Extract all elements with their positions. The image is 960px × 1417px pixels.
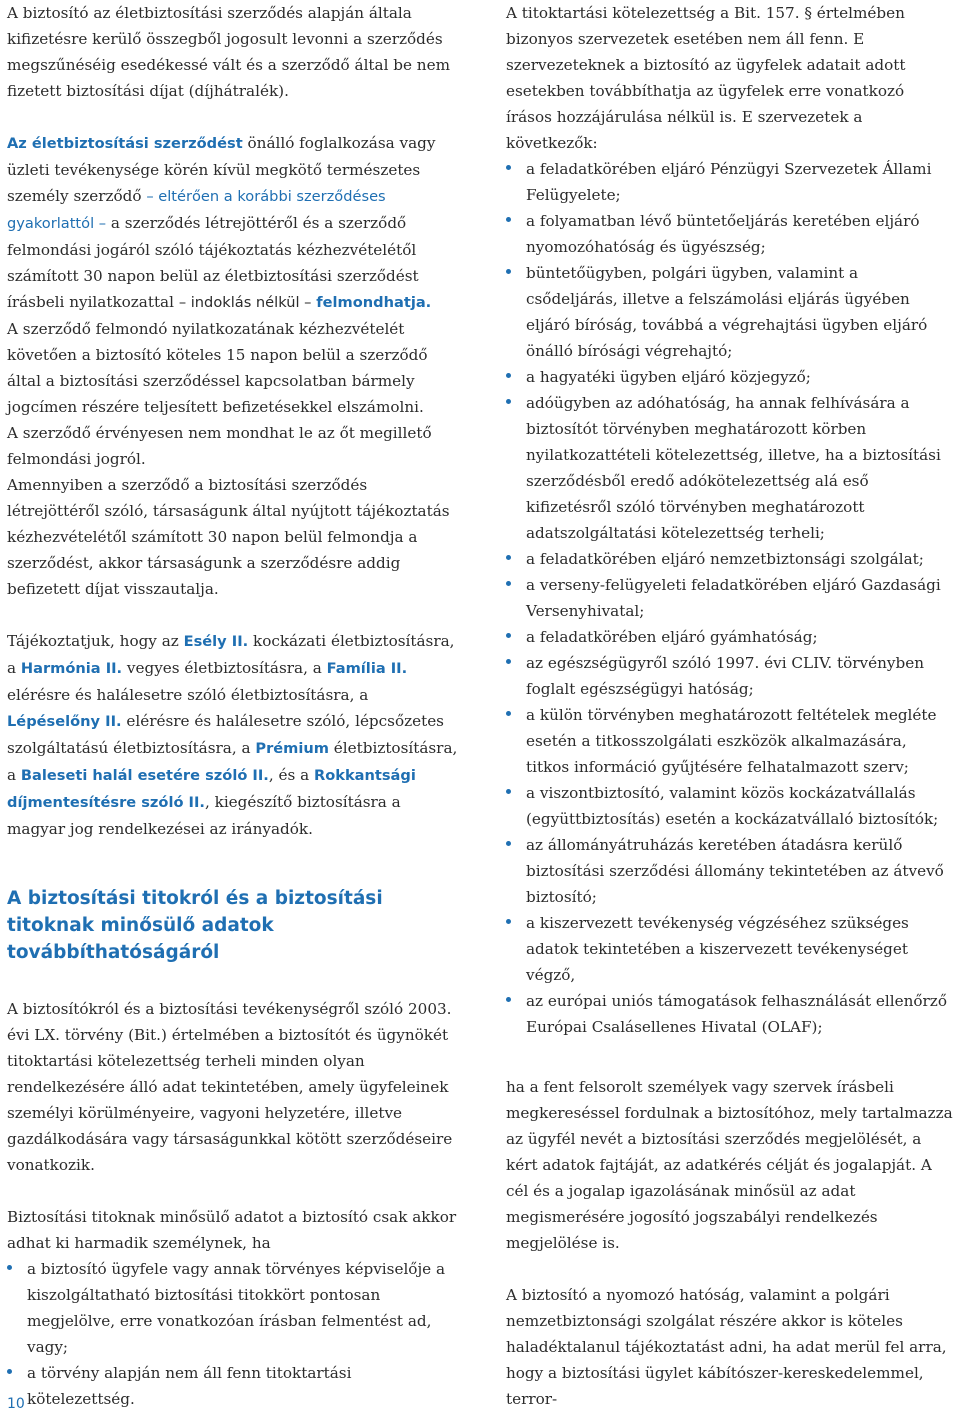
list-item: a külön törvényben meghatározott feltételek megléte esetén a titkosszolgálati eszközök alkalmazására, titkos információ gyűjtésére felhatalmazott szerv; xyxy=(506,702,954,780)
text-run: a szerződés létrejöttéről és a szerződő felmondási jogáról szóló tájékoztatás kézhezvételétől számított 30 napon belül az életbiztosítási szerződést írásbeli nyilatkozattal xyxy=(7,214,419,311)
list-item: a verseny-felügyeleti feladatkörében eljáró Gazdasági Versenyhivatal; xyxy=(506,572,954,624)
highlight-life-insurance-contract: Az életbiztosítási szerződést xyxy=(7,135,243,152)
product-premium: Prémium xyxy=(255,740,329,757)
exceptions-list xyxy=(506,156,954,1040)
list-item: a feladatkörében eljáró gyámhatóság; xyxy=(506,624,954,650)
list-item: a feladatkörében eljáró nemzetbiztonsági szolgálat; xyxy=(506,546,954,572)
list-item: adóügyben az adóhatóság, ha annak felhívására a biztosítót törvényben meghatározott körben nyilatkozattételi kötelezettség, illetve, ha a biztosítási szerződésből eredő adókötelezettség alá eső kifizetésről szóló törvényben meghatározott adatszolgáltatási kötelezettség terheli; xyxy=(506,390,954,546)
right-column xyxy=(506,0,954,1412)
text-run: , és a xyxy=(268,766,314,784)
section-heading: A biztosítási titokról és a biztosítási titoknak minősülő adatok továbbíthatóságáról xyxy=(7,888,383,963)
list-item: a törvény alapján nem áll fenn titoktartási kötelezettség. xyxy=(7,1360,463,1412)
list-item: a kiszervezett tevékenység végzéséhez szükséges adatok tekintetében a kiszervezett tevékenységet végző, xyxy=(506,910,954,988)
text-run: elérésre és halálesetre szóló életbiztosításra, a xyxy=(7,686,369,704)
list-item: az európai uniós támogatások felhasználását ellenőrző Európai Csalásellenes Hivatal (OLAF); xyxy=(506,988,954,1040)
paragraph-deduction: A biztosító az életbiztosítási szerződés alapján általa kifizetésre kerülő összegből jogosult levonni a szerződés megszűnéséig esedékessé vált és a szerződő által be nem fizetett biztosítási díjat (díjhátralék). xyxy=(7,4,450,100)
left-column xyxy=(7,0,463,1412)
product-rokkantsagi: Rokkantsági díjmentesítésre szóló II. xyxy=(7,767,416,811)
text-run: Tájékoztatjuk, hogy az xyxy=(7,632,184,650)
product-lepeselony: Lépéselőny II. xyxy=(7,713,122,730)
text-run: kockázati életbiztosításra, a xyxy=(7,632,455,677)
text-run: önálló foglalkozása vagy üzleti tevékenysége körén kívül megkötő természetes személy szerződő xyxy=(7,134,436,205)
highlight-deviation: – eltérően a korábbi szerződéses gyakorlattól – xyxy=(7,188,386,232)
list-item: a folyamatban lévő büntetőeljárás keretében eljáró nyomozóhatóság és ügyészség; xyxy=(506,208,954,260)
paragraph-waiver: A szerződő érvényesen nem mondhat le az őt megillető felmondási jogról. xyxy=(7,424,432,468)
text-run: életbiztosításra, a xyxy=(7,739,458,784)
text-run: vegyes életbiztosításra, a xyxy=(122,659,327,677)
paragraph-refund: Amennyiben a szerződő a biztosítási szerződés létrejöttéről szóló, társaságunk által nyújtott tájékoztatás kézhezvételétől számított 30 napon belül felmondja a szerződést, akkor társaságunk a szerződésre addig befizetett díjat visszautalja. xyxy=(7,476,450,598)
text-run: elérésre és halálesetre szóló, lépcsőzetes szolgáltatású életbiztosításra, a xyxy=(7,712,444,757)
product-baleseti: Baleseti halál esetére szóló II. xyxy=(20,767,269,784)
list-item: az állományátruházás keretében átadásra kerülő biztosítási szerződési állomány tekintetében az átvevő biztosító; xyxy=(506,832,954,910)
disclosure-conditions-list xyxy=(7,1256,463,1412)
paragraph-settlement: A szerződő felmondó nyilatkozatának kézhezvételét követően a biztosító köteles 15 napon belül a szerződő által a biztosítási szerződéssel kapcsolatban bármely jogcímen részére teljesített befizetésekkel elszámolni. xyxy=(7,320,428,416)
list-item: az egészségügyről szóló 1997. évi CLIV. törvényben foglalt egészségügyi hatóság; xyxy=(506,650,954,702)
paragraph-withdrawal-right xyxy=(7,130,463,316)
product-esely: Esély II. xyxy=(183,633,249,650)
page-number: 10 xyxy=(7,1396,25,1412)
list-item: a biztosító ügyfele vagy annak törvényes képviselője a kiszolgáltatható biztosítási titokkört pontosan megjelölve, erre vonatkozóan írásban felmentést ad, vagy; xyxy=(7,1256,463,1360)
list-item: a feladatkörében eljáró Pénzügyi Szervezetek Állami Felügyelete; xyxy=(506,156,954,208)
product-harmonia: Harmónia II. xyxy=(20,660,123,677)
product-familia: Família II. xyxy=(326,660,408,677)
text-run: , kiegészítő biztosításra a magyar jog rendelkezései az irányadók. xyxy=(7,793,401,838)
paragraph-request-conditions: ha a fent felsorolt személyek vagy szervek írásbeli megkereséssel fordulnak a biztosítóhoz, mely tartalmazza az ügyfél nevét a biztosítási szerződés megjelölését, a kért adatok fajtáját, az adatkérés célját és jogalapját. A cél és a jogalap igazolásának minősül az adat megismerésére jogosító jogszabályi rendelkezés megjelölése is. xyxy=(506,1078,953,1252)
list-item: a viszontbiztosító, valamint közös kockázatvállalás (együttbiztosítás) esetén a kockázatvállaló biztosítók; xyxy=(506,780,954,832)
paragraph-investigation: A biztosító a nyomozó hatóság, valamint a polgári nemzetbiztonsági szolgálat részére akkor is köteles haladéktalanul tájékoztatást adni, ha adat merül fel arra, hogy a biztosítási ügylet kábítószer-kereskedelemmel, terror- xyxy=(506,1286,947,1408)
highlight-can-terminate: felmondhatja. xyxy=(316,294,432,311)
list-item: a hagyatéki ügyben eljáró közjegyző; xyxy=(506,364,954,390)
paragraph-secrecy-obligation: A biztosítókról és a biztosítási tevékenységről szóló 2003. évi LX. törvény (Bit.) értelmében a biztosítót és ügynökét titoktartási kötelezettség terheli minden olyan rendelkezésére álló adat tekintetében, amely ügyfeleinek személyi körülményeire, vagyoni helyzetére, illetve gazdálkodására vagy társaságunkkal kötött szerződéseire vonatkozik. xyxy=(7,1000,453,1174)
paragraph-exceptions-intro: A titoktartási kötelezettség a Bit. 157. § értelmében bizonyos szervezetek esetében nem áll fenn. E szervezeteknek a biztosító az ügyfelek adatait adott esetekben továbbíthatja az ügyfelek erre vonatkozó írásos hozzájárulása nélkül is. E szervezetek a következők: xyxy=(506,4,906,152)
paragraph-disclosure-conditions: Biztosítási titoknak minősülő adatot a biztosító csak akkor adhat ki harmadik személynek, ha xyxy=(7,1208,457,1252)
list-item: büntetőügyben, polgári ügyben, valamint a csődeljárás, illetve a felszámolási eljárás ügyében eljáró bíróság, továbbá a végrehajtási ügyben eljáró önálló bírósági végrehajtó; xyxy=(506,260,954,364)
text-without-reason: – indoklás nélkül – xyxy=(178,294,312,311)
paragraph-applicable-law xyxy=(7,628,463,842)
